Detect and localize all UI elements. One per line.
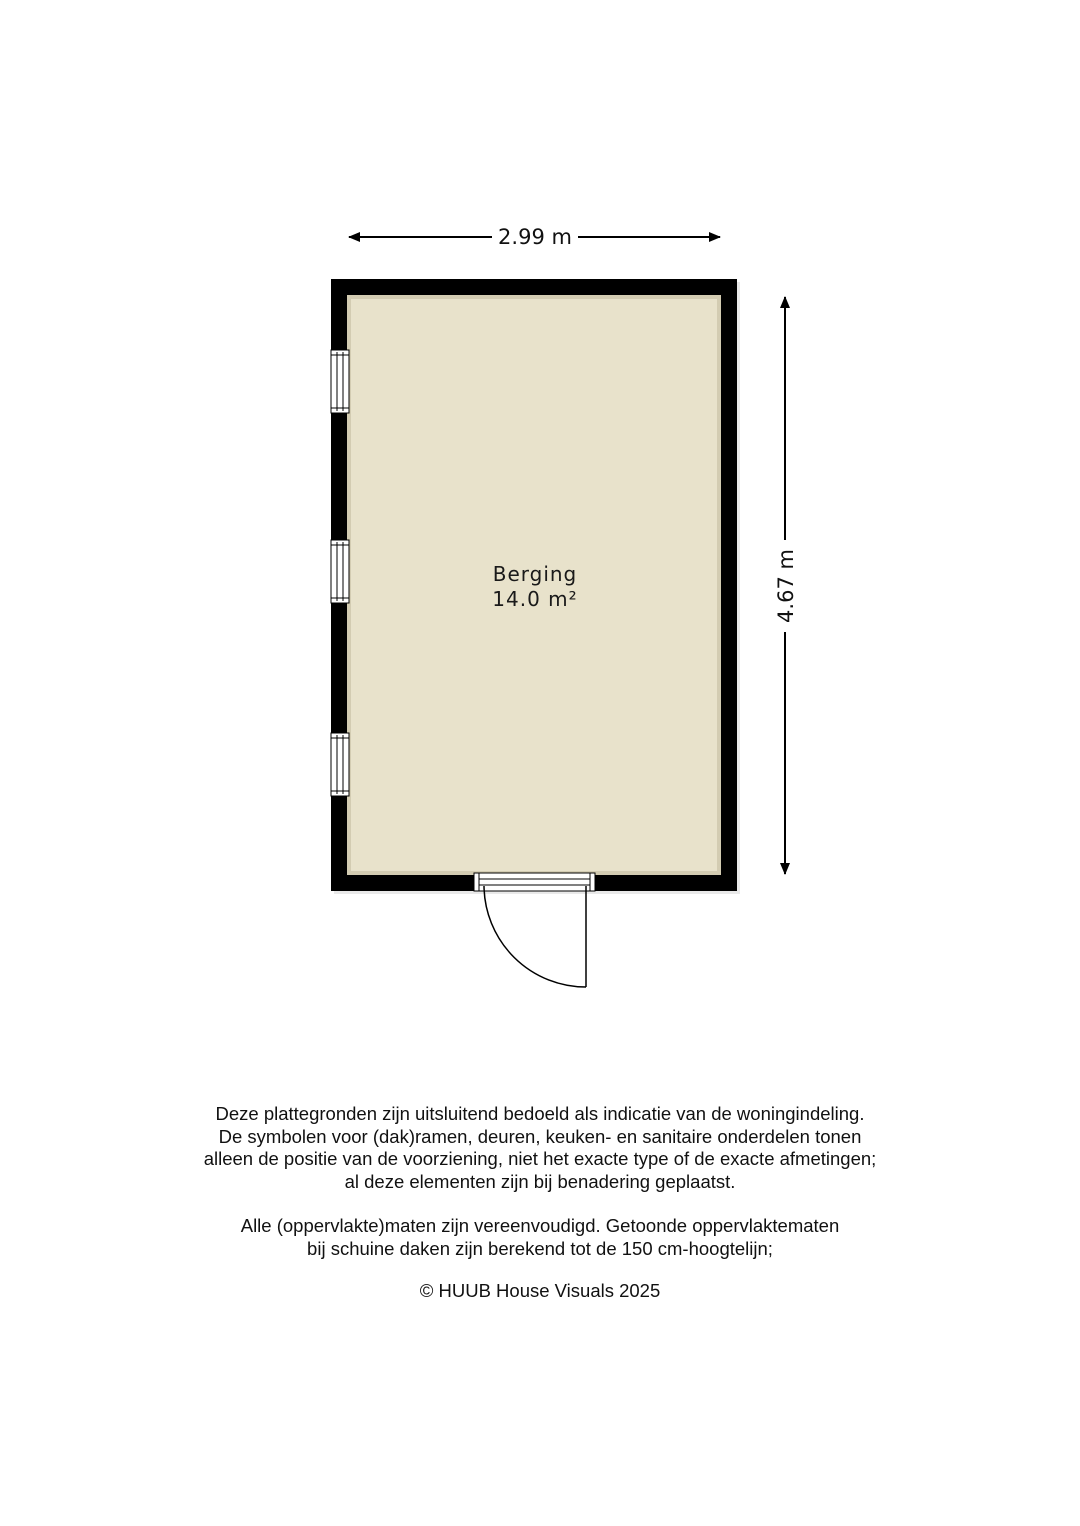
room-berging — [331, 279, 740, 987]
height-dimension-label: 4.67 m — [774, 549, 798, 623]
disclaimer-line: De symbolen voor (dak)ramen, deuren, keuken- en sanitaire onderdelen tonen — [218, 1125, 862, 1147]
room-area: 14.0 m² — [492, 587, 578, 611]
disclaimer-line: al deze elementen zijn bij benadering geplaatst. — [344, 1170, 736, 1192]
door-swing-arc — [484, 886, 586, 987]
disclaimer-line: Alle (oppervlakte)maten zijn vereenvoudigd. Getoonde oppervlaktematen — [240, 1215, 840, 1236]
window-top — [331, 350, 349, 413]
height-dimension — [774, 297, 798, 874]
width-dimension — [349, 225, 720, 249]
window-middle — [331, 540, 349, 603]
window-bottom — [331, 733, 349, 796]
door — [474, 873, 595, 987]
room-name: Berging — [492, 562, 578, 586]
disclaimer-line: alleen de positie van de voorziening, niet het exacte type of de exacte afmetingen; — [203, 1148, 877, 1169]
door-opening — [474, 873, 595, 891]
width-dimension-label: 2.99 m — [498, 225, 572, 249]
copyright-notice: © HUUB House Visuals 2025 — [419, 1280, 661, 1301]
disclaimer-line: bij schuine daken zijn berekend tot de 150 cm-hoogtelijn; — [307, 1237, 773, 1259]
disclaimer — [90, 1103, 990, 1303]
disclaimer-line: Deze plattegronden zijn uitsluitend bedoeld als indicatie van de woningindeling. — [215, 1103, 865, 1124]
